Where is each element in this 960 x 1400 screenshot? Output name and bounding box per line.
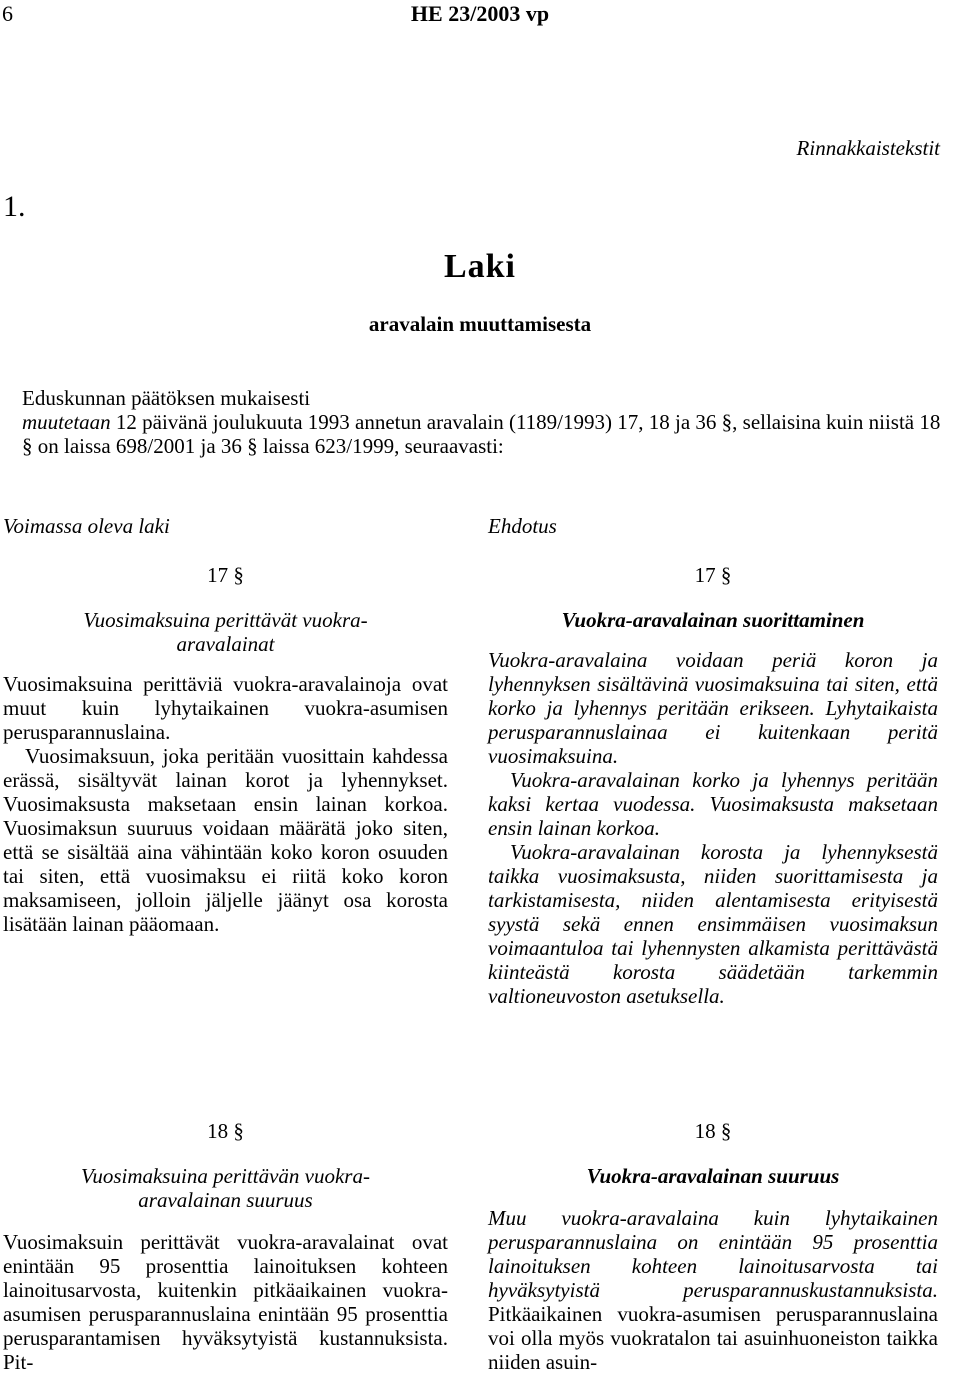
- law-number: 1.: [3, 190, 26, 223]
- paragraph: Vuokra-aravalainan korko ja lyhennys peritään kaksi kertaa vuodessa. Vuosimaksusta maksetaan ensin lainan korkoa.: [488, 768, 938, 840]
- intro-line: Eduskunnan päätöksen mukaisesti: [22, 386, 311, 410]
- right-column-heading: Ehdotus: [488, 514, 557, 538]
- section-body: [3, 672, 448, 936]
- section-number: 18 §: [207, 1119, 244, 1143]
- section-title: Vuokra-aravalainan suorittaminen: [561, 608, 865, 632]
- law-subtitle: aravalain muuttamisesta: [368, 312, 592, 336]
- page-number: 6: [2, 1, 13, 26]
- section-body: [488, 1206, 938, 1374]
- section-number: 18 §: [694, 1119, 732, 1143]
- section-17-current: [3, 563, 448, 936]
- section-body: [488, 648, 938, 1008]
- section-18-current: [3, 1119, 448, 1374]
- section-number: 17 §: [694, 563, 732, 587]
- paragraph: Vuosimaksuin perittävät vuokra-aravalainat ovat enintään 95 prosenttia lainoituksen kohteen lainoitusarvosta, kuitenkin pitkäaikainen vuokra-asumisen perusparannuslaina enintään 95 prosenttia perusparantamisen hyväksytyistä kustannuksista. Pit-: [3, 1230, 448, 1374]
- law-title: Laki: [443, 248, 517, 285]
- section-title: Vuosimaksuina perittävät vuokra-aravalainat: [83, 608, 368, 656]
- enactment-clause: [22, 386, 952, 458]
- intro-italic: muutetaan: [22, 410, 111, 434]
- section-body: [3, 1230, 448, 1374]
- intro-rest: 12 päivänä joulukuuta 1993 annetun aravalain (1189/1993) 17, 18 ja 36 §, sellaisina kuin niistä 18 § on laissa 698/2001 ja 36 § laissa 623/1999, seuraavasti:: [22, 410, 941, 458]
- section-title: Vuokra-aravalainan suuruus: [586, 1164, 840, 1188]
- left-column-heading: Voimassa oleva laki: [3, 514, 170, 538]
- paragraph: Vuokra-aravalaina voidaan periä koron ja lyhennyksen sisältävinä vuosimaksuina tai siten, että korko ja lyhennys peritään erikseen. Lyhytaikaista perusparannuslainaa ei kuitenkaan peritä vuosimaksuina.: [488, 648, 938, 768]
- parallel-texts-label: Rinnakkaistekstit: [796, 136, 940, 160]
- section-18-proposal: [488, 1119, 938, 1374]
- section-number: 17 §: [207, 563, 244, 587]
- paragraph: Vuokra-aravalainan korosta ja lyhennyksestä taikka vuosimaksusta, niiden suorittamisesta ja tarkistamisesta, niiden alentamisesta erityisestä syystä sekä ennen ensimmäisen vuosimaksun voimaantuloa tai lyhennysten alkamista perittävästä kiinteästä korosta säädetään tarkemmin valtioneuvoston asetuksella.: [488, 840, 938, 1008]
- paragraph: Vuosimaksuun, joka peritään vuosittain kahdessa erässä, sisältyvät lainan korot ja lyhennykset. Vuosimaksusta maksetaan ensin lainan korkoa. Vuosimaksun suuruus voidaan määrätä joko siten, että se sisältää aina vähintään koko koron osuuden tai siten, että vuosimaksu ei riitä koko koron maksamiseen, jolloin jäljelle jäänyt osa korosta lisätään lainan pääomaan.: [3, 744, 448, 936]
- section-17-proposal: [488, 563, 938, 1008]
- intro-amendment: [22, 410, 952, 458]
- section-title: Vuosimaksuina perittävän vuokra-aravalainan suuruus: [81, 1164, 370, 1212]
- paragraph-plain-part: Pitkäaikainen vuokra-asumisen perusparannuslaina voi olla myös vuokratalon tai asuinhuoneiston taikka niiden asuin-: [488, 1302, 938, 1374]
- paragraph-italic-part: Muu vuokra-aravalaina kuin lyhytaikainen perusparannuslaina on enintään 95 prosenttia lainoituksen kohteen lainoitusarvosta tai hyväksytyistä perusparannuskustannuksista.: [488, 1206, 938, 1302]
- document-header: HE 23/2003 vp: [410, 1, 550, 26]
- paragraph: Vuosimaksuina perittäviä vuokra-aravalainoja ovat muut kuin lyhytaikainen vuokra-asumisen perusparannuslaina.: [3, 672, 448, 744]
- paragraph: [488, 1206, 938, 1374]
